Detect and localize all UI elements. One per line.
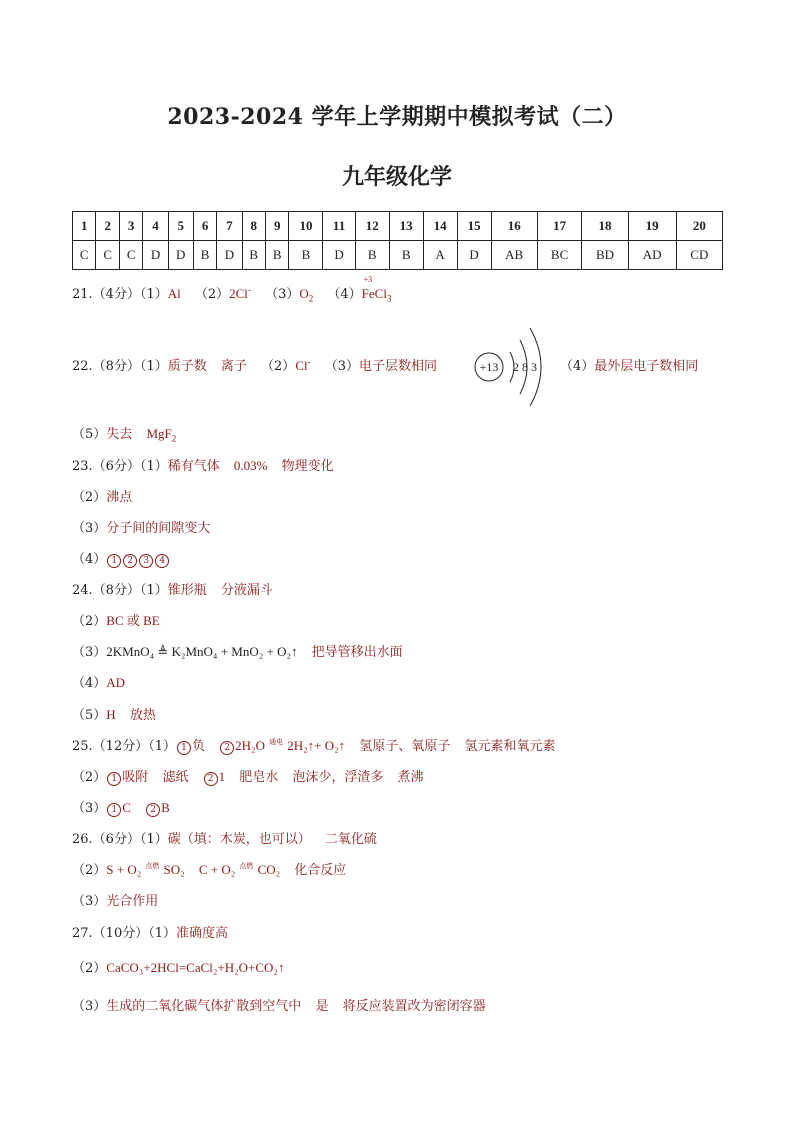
question-number-cell: 8 xyxy=(242,212,265,241)
q21-answer-4: +3 FeCl$_3$ xyxy=(361,275,392,304)
q27-answer-3b: 是 xyxy=(315,999,329,1014)
question-number-cell: 18 xyxy=(582,212,628,241)
q26-part-2: （2） xyxy=(72,863,107,878)
q26-answer-3: 光合作用 xyxy=(106,894,159,909)
q21-part-4: （4） xyxy=(327,287,362,302)
question-number-cell: 14 xyxy=(423,212,457,241)
q24-answer-2: BC 或 BE xyxy=(106,613,160,628)
answer-cell: C xyxy=(73,241,96,270)
q24-part-5: （5） xyxy=(72,708,107,723)
circled-2: 2 xyxy=(220,741,234,755)
q25-answer-2e: 泡沫少，浮渣多 xyxy=(292,770,384,785)
q22-answer-4: 最外层电子数相同 xyxy=(594,359,699,374)
q25-head: 25.（12分）（1） xyxy=(72,739,176,754)
q27-answer-3a: 生成的二氧化碳气体扩散到空气中 xyxy=(106,999,302,1014)
q25-answer-2a: 吸附 xyxy=(122,770,149,785)
q22-part-5: （5） xyxy=(72,427,107,442)
answer-cell: D xyxy=(323,241,355,270)
q23-4-line xyxy=(72,548,170,568)
aluminum-atom-structure-diagram xyxy=(472,322,562,412)
q26-3-line xyxy=(72,890,158,909)
nucleus-charge: +13 xyxy=(479,360,499,374)
question-number-cell: 17 xyxy=(537,212,582,241)
q22-answer-1a: 质子数 xyxy=(167,359,207,374)
q25-answer-1d: 氢原子、氧原子 xyxy=(359,739,451,754)
q24-head: 24.（8分）（1） xyxy=(72,583,168,598)
q25-answer-2c: 1 xyxy=(218,769,226,784)
q24-answer-1b: 分液漏斗 xyxy=(220,583,273,598)
reaction-condition: 点燃 xyxy=(145,862,160,870)
answer-cell: B xyxy=(266,241,289,270)
answer-cell: AB xyxy=(491,241,537,270)
q23-part-3: （3） xyxy=(72,521,107,536)
q21-answer-1: Al xyxy=(167,286,181,301)
question-number-row xyxy=(73,212,723,241)
q25-answer-1b: 2H₂O xyxy=(235,738,265,753)
question-number-cell: 6 xyxy=(193,212,216,241)
q21-head: 21.（4分）（1） xyxy=(72,287,168,302)
q25-part-3: （3） xyxy=(72,801,107,816)
answer-cell: D xyxy=(168,241,193,270)
q25-answer-1e: 氢元素和氧元素 xyxy=(464,739,556,754)
q25-2-line xyxy=(72,766,424,786)
q26-answer-2c: C + O₂ xyxy=(198,862,236,877)
answer-cell: D xyxy=(217,241,242,270)
question-number-cell: 12 xyxy=(355,212,389,241)
q24-answer-5b: 放热 xyxy=(129,708,156,723)
answer-cell: BD xyxy=(582,241,628,270)
q26-answer-1b: 二氧化硫 xyxy=(324,832,377,847)
q23-answer-1a: 稀有气体 xyxy=(167,459,220,474)
page-subtitle: 九年级化学 xyxy=(341,164,452,190)
q23-part-2: （2） xyxy=(72,490,107,505)
q22-answer-3: 电子层数相同 xyxy=(359,359,438,374)
q23-answer-1b: 0.03% xyxy=(233,458,268,473)
circled-2: 2 xyxy=(204,772,218,786)
question-number-cell: 15 xyxy=(457,212,491,241)
q26-answer-1a: 碳（填：木炭，也可以） xyxy=(167,832,311,847)
q24-answer-1a: 锥形瓶 xyxy=(167,583,207,598)
q26-part-3: （3） xyxy=(72,894,107,909)
q24-4-line xyxy=(72,672,125,691)
q26-answer-2e: 化合反应 xyxy=(294,863,347,878)
q21-line xyxy=(72,275,392,304)
q24-answer-5a: H xyxy=(106,707,116,722)
q21-part-2: （2） xyxy=(194,287,230,302)
circled-1: 1 xyxy=(177,741,191,755)
answer-cell: CD xyxy=(676,241,722,270)
q27-answer-2: CaCO₃+2HCl=CaCl₂+H₂O+CO₂↑ xyxy=(106,960,285,975)
answer-cell: B xyxy=(289,241,323,270)
q21-answer-2: 2Cl- xyxy=(229,284,251,301)
q25-line xyxy=(72,735,556,755)
q25-answer-2b: 滤纸 xyxy=(162,770,189,785)
q22-answer-5a: 失去 xyxy=(106,427,133,442)
q24-answer-3-equation: 2KMnO₄ ≜ K₂MnO₄ + MnO₂ + O₂↑ xyxy=(106,644,298,659)
q22-answer-5b: MgF$_2$ xyxy=(146,426,177,444)
answer-cell: AD xyxy=(628,241,676,270)
answer-cell: D xyxy=(457,241,491,270)
q22-head: 22.（8分）（1） xyxy=(72,359,168,374)
q25-answer-1c: 2H₂↑+ O₂↑ xyxy=(287,738,346,753)
circled-3: 3 xyxy=(139,554,153,568)
answer-cell: B xyxy=(242,241,265,270)
question-number-cell: 16 xyxy=(491,212,537,241)
q24-part-2: （2） xyxy=(72,614,107,629)
q23-answer-1c: 物理变化 xyxy=(281,459,334,474)
q25-answer-3a: C xyxy=(122,800,131,815)
q21-part-3: （3） xyxy=(265,287,300,302)
answer-cell: B xyxy=(355,241,389,270)
answer-cell: D xyxy=(143,241,168,270)
question-number-cell: 11 xyxy=(323,212,355,241)
q22-part-5-line xyxy=(72,423,176,444)
question-number-cell: 5 xyxy=(168,212,193,241)
reaction-condition: 点燃 xyxy=(239,862,254,870)
q27-answer-1: 准确度高 xyxy=(176,926,229,941)
question-number-cell: 1 xyxy=(73,212,96,241)
q25-answer-1a: 负 xyxy=(192,739,206,754)
q24-answer-3b: 把导管移出水面 xyxy=(311,645,403,660)
answer-cell: BC xyxy=(537,241,582,270)
q22-part-3: （3） xyxy=(324,359,360,374)
circled-1: 1 xyxy=(107,772,121,786)
q25-answer-3b: B xyxy=(161,800,170,815)
q23-line xyxy=(72,455,334,474)
q25-part-2: （2） xyxy=(72,770,107,785)
circled-1: 1 xyxy=(107,554,121,568)
question-number-cell: 2 xyxy=(96,212,119,241)
question-number-cell: 19 xyxy=(628,212,676,241)
circled-2: 2 xyxy=(146,803,160,817)
q21-answer-3: $O_2$ xyxy=(299,286,314,304)
q27-head: 27.（10分）（1） xyxy=(72,926,176,941)
answer-cell: C xyxy=(96,241,119,270)
q24-answer-4: AD xyxy=(106,675,126,690)
q27-part-2: （2） xyxy=(72,961,107,976)
electron-shells: 2 8 3 xyxy=(513,360,537,374)
q22-answer-1b: 离子 xyxy=(220,359,247,374)
q25-answer-2d: 肥皂水 xyxy=(239,770,279,785)
q24-5-line xyxy=(72,704,156,723)
q24-3-line xyxy=(72,641,403,660)
circled-1: 1 xyxy=(107,803,121,817)
page-title: 2023-2024 学年上学期期中模拟考试（二） xyxy=(167,104,627,130)
q24-2-line xyxy=(72,610,160,629)
q26-line xyxy=(72,828,377,847)
q27-line xyxy=(72,922,228,941)
question-number-cell: 4 xyxy=(143,212,168,241)
q26-2-line xyxy=(72,859,346,878)
reaction-condition: 通电 xyxy=(269,738,284,746)
answer-row xyxy=(73,241,723,270)
q23-3-line xyxy=(72,517,210,536)
q27-answer-3c: 将反应装置改为密闭容器 xyxy=(342,999,486,1014)
q25-answer-2f: 煮沸 xyxy=(397,770,424,785)
answer-table xyxy=(72,211,723,270)
q26-answer-2d: CO₂ xyxy=(257,862,281,877)
q23-2-line xyxy=(72,486,132,505)
q23-answer-2: 沸点 xyxy=(106,490,133,505)
q23-answer-3: 分子间的间隙变大 xyxy=(106,521,211,536)
question-number-cell: 7 xyxy=(217,212,242,241)
q23-part-4: （4） xyxy=(72,552,107,567)
question-number-cell: 9 xyxy=(266,212,289,241)
answer-cell: B xyxy=(193,241,216,270)
q22-part-4: （4） xyxy=(560,359,595,374)
question-number-cell: 10 xyxy=(289,212,323,241)
q22-part-2: （2） xyxy=(261,359,296,374)
q27-part-3: （3） xyxy=(72,999,107,1014)
question-number-cell: 3 xyxy=(119,212,142,241)
q27-3-line xyxy=(72,995,486,1014)
q27-2-line xyxy=(72,957,284,976)
circled-2: 2 xyxy=(123,554,137,568)
q26-answer-2a: S + O₂ xyxy=(106,862,142,877)
q25-3-line xyxy=(72,797,170,817)
circled-4: 4 xyxy=(155,554,169,568)
answer-cell: A xyxy=(423,241,457,270)
q24-part-3: （3） xyxy=(72,645,107,660)
q22-part-4-line xyxy=(560,355,698,374)
q24-line xyxy=(72,579,273,598)
answer-cell: B xyxy=(389,241,423,270)
q23-head: 23.（6分）（1） xyxy=(72,459,168,474)
q22-line xyxy=(72,355,437,374)
q24-part-4: （4） xyxy=(72,676,107,691)
q26-head: 26.（6分）（1） xyxy=(72,832,168,847)
q22-answer-2: Cl- xyxy=(295,356,311,373)
question-number-cell: 20 xyxy=(676,212,722,241)
question-number-cell: 13 xyxy=(389,212,423,241)
answer-cell: C xyxy=(119,241,142,270)
q26-answer-2b: SO₂ xyxy=(163,862,185,877)
